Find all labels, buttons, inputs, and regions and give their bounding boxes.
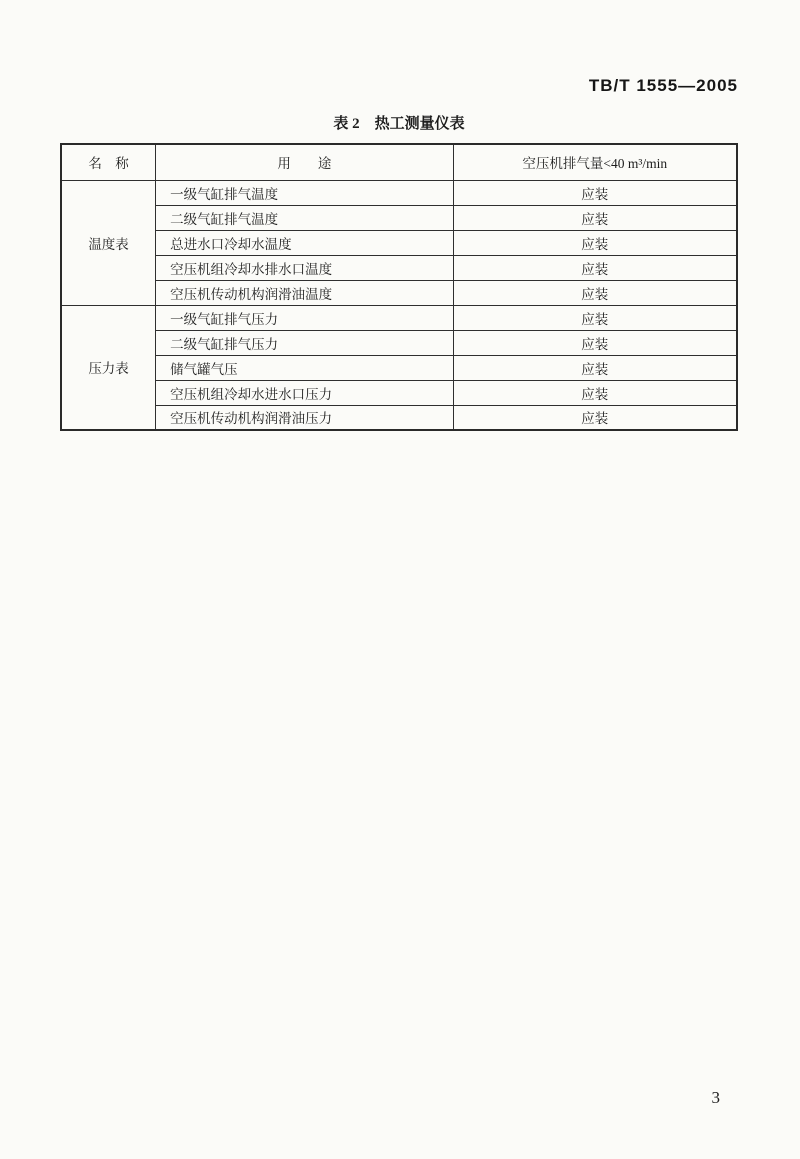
use-cell: 一级气缸排气压力	[156, 305, 453, 330]
table-row	[61, 230, 737, 255]
header-cell-capacity: 空压机排气量<40 m³/min	[453, 144, 737, 180]
page-number: 3	[711, 1088, 720, 1107]
install-cell: 应装	[453, 305, 737, 330]
measurement-table-body	[61, 180, 737, 430]
measurement-table	[60, 143, 738, 431]
measurement-table-head	[61, 144, 737, 180]
install-cell: 应装	[453, 355, 737, 380]
table-row	[61, 305, 737, 330]
install-cell: 应装	[453, 180, 737, 205]
install-cell: 应装	[453, 205, 737, 230]
table-row	[61, 380, 737, 405]
table-row	[61, 355, 737, 380]
table-header-row	[61, 144, 737, 180]
install-cell: 应装	[453, 330, 737, 355]
table-row	[61, 280, 737, 305]
table-row	[61, 330, 737, 355]
use-cell: 总进水口冷却水温度	[156, 230, 453, 255]
table-title: 表 2 热工测量仪表	[333, 116, 465, 132]
install-cell: 应装	[453, 230, 737, 255]
use-cell: 二级气缸排气压力	[156, 330, 453, 355]
install-cell: 应装	[453, 405, 737, 430]
doc-number: TB/T 1555—2005	[588, 76, 738, 95]
use-cell: 空压机传动机构润滑油温度	[156, 280, 453, 305]
use-cell: 储气罐气压	[156, 355, 453, 380]
header-cell-use: 用 途	[156, 144, 453, 180]
install-cell: 应装	[453, 380, 737, 405]
header-cell-name: 名 称	[61, 144, 156, 180]
table-row	[61, 405, 737, 430]
use-cell: 空压机组冷却水排水口温度	[156, 255, 453, 280]
use-cell: 空压机组冷却水进水口压力	[156, 380, 453, 405]
use-cell: 一级气缸排气温度	[156, 180, 453, 205]
table-row	[61, 255, 737, 280]
group-name-cell: 温度表	[61, 180, 156, 305]
table-row	[61, 205, 737, 230]
install-cell: 应装	[453, 280, 737, 305]
use-cell: 二级气缸排气温度	[156, 205, 453, 230]
use-cell: 空压机传动机构润滑油压力	[156, 405, 453, 430]
install-cell: 应装	[453, 255, 737, 280]
table-row	[61, 180, 737, 205]
group-name-cell: 压力表	[61, 305, 156, 430]
